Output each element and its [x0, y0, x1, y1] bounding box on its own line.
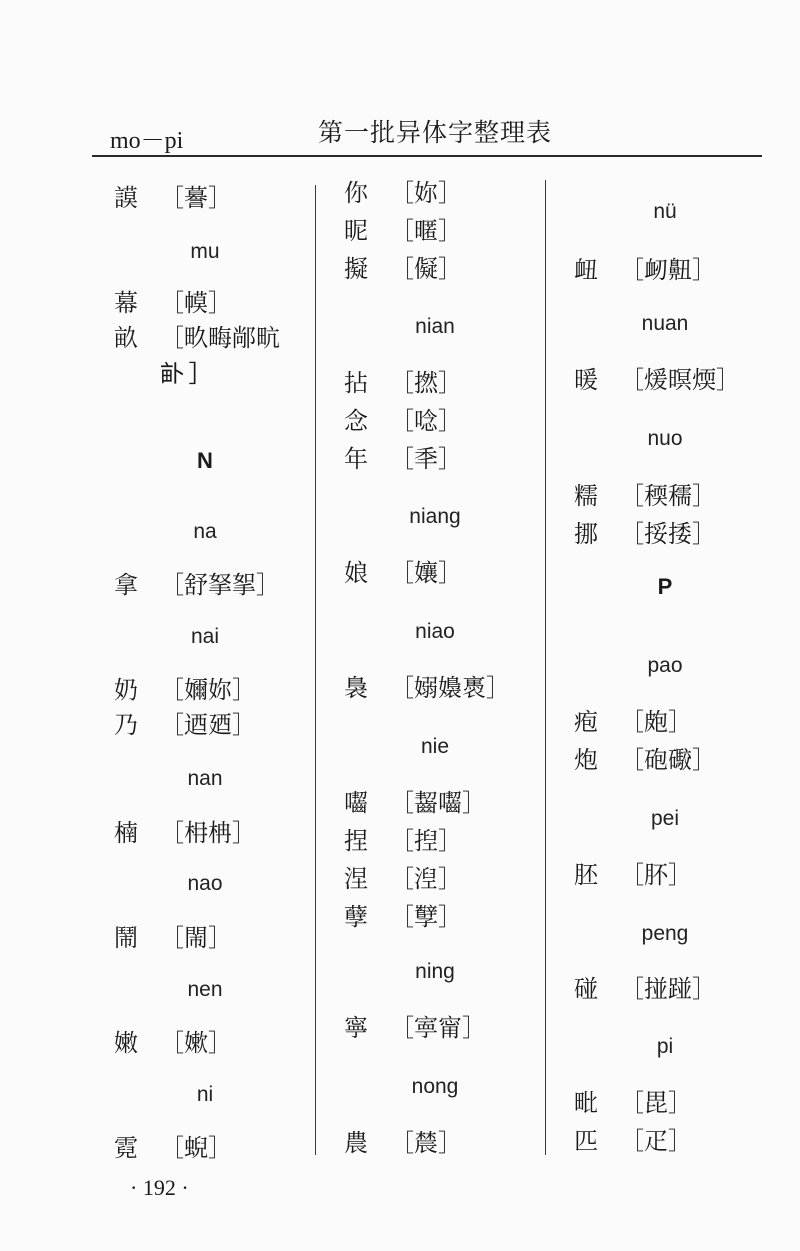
variant-characters: ［幙］	[160, 289, 232, 317]
character-entry	[330, 251, 540, 287]
pinyin-heading: pei	[650, 807, 680, 830]
variant-characters: ［寕甯］	[390, 1014, 486, 1042]
pinyin-heading: niao	[415, 620, 455, 643]
pinyin-heading: niang	[409, 505, 461, 528]
character-entry	[330, 403, 540, 439]
standard-character: 寧	[344, 1014, 368, 1042]
pinyin-heading: pao	[647, 654, 683, 677]
variant-characters: ［舒拏挐］	[160, 571, 280, 599]
variant-characters: ［秊］	[390, 445, 462, 473]
pinyin-heading: peng	[641, 922, 689, 945]
variant-characters: ［孼］	[390, 903, 462, 931]
character-entry	[560, 704, 770, 740]
character-entry	[330, 441, 540, 477]
character-entry	[330, 785, 540, 821]
variant-characters: ［疋］	[620, 1127, 692, 1155]
character-entry	[560, 252, 770, 288]
character-entry	[100, 815, 310, 851]
standard-character: 疱	[574, 708, 598, 736]
standard-character: 年	[344, 445, 368, 473]
character-entry	[560, 971, 770, 1007]
pinyin-heading: nian	[415, 315, 455, 338]
character-entry	[560, 742, 770, 778]
standard-character: 奶	[114, 676, 138, 704]
standard-character: 昵	[344, 217, 368, 245]
variant-characters: ［揑］	[390, 827, 462, 855]
section-letter: N	[197, 448, 213, 473]
variant-characters: ［唸］	[390, 407, 462, 435]
standard-character: 農	[344, 1129, 368, 1157]
character-entry	[330, 213, 540, 249]
variant-characters: ［嫰］	[160, 1029, 232, 1057]
standard-character: 擬	[344, 255, 368, 283]
variant-characters: ［皰］	[620, 708, 692, 736]
standard-character: 糯	[574, 482, 598, 510]
standard-character: 霓	[114, 1134, 138, 1162]
variant-characters: ［肧］	[620, 861, 692, 889]
standard-character: 幕	[114, 289, 138, 317]
pinyin-heading: nao	[187, 872, 223, 895]
column-divider-1	[315, 185, 316, 1155]
character-entry	[560, 478, 770, 514]
variant-characters: ［衂䶊］	[620, 256, 716, 284]
variant-characters: ［齧囓］	[390, 789, 486, 817]
character-entry	[560, 1123, 770, 1159]
character-entry	[100, 567, 310, 603]
page-number: · 192 ·	[130, 1175, 189, 1200]
variant-characters: ［湼］	[390, 865, 462, 893]
standard-character: 暖	[574, 366, 598, 394]
standard-character: 囓	[344, 789, 368, 817]
character-entry	[330, 555, 540, 591]
header-rule	[92, 155, 762, 157]
standard-character: 楠	[114, 819, 138, 847]
variant-characters: ［迺廼］	[160, 711, 256, 739]
pinyin-heading: ni	[196, 1083, 214, 1106]
character-entry	[100, 707, 310, 743]
pinyin-heading: na	[193, 520, 217, 543]
variant-characters: ［煖暝煗］	[620, 366, 740, 394]
character-entry	[100, 920, 310, 956]
variant-characters: ［挼捼］	[620, 520, 716, 548]
character-entry	[100, 1130, 310, 1166]
standard-character: 碰	[574, 975, 598, 1003]
variant-characters: ［嬭妳］	[160, 676, 256, 704]
standard-character: 涅	[344, 865, 368, 893]
character-entry	[330, 365, 540, 401]
variant-characters: ［嫋嬝褭］	[390, 674, 510, 702]
variant-characters: ［砲礮］	[620, 746, 716, 774]
character-entry	[100, 320, 310, 392]
pinyin-heading: pi	[656, 1035, 674, 1058]
character-entry	[330, 1010, 540, 1046]
variant-characters: ［謩］	[160, 184, 232, 212]
standard-character: 拿	[114, 571, 138, 599]
pinyin-heading: nen	[187, 978, 223, 1001]
character-entry	[330, 1125, 540, 1161]
standard-character: 胚	[574, 861, 598, 889]
variant-characters: ［畂畮䣊㽘 𤱈］	[160, 324, 280, 388]
standard-character: 孽	[344, 903, 368, 931]
standard-character: 乃	[114, 711, 138, 739]
variant-characters: ［蜺］	[160, 1134, 232, 1162]
character-entry	[330, 823, 540, 859]
standard-character: 拈	[344, 369, 368, 397]
standard-character: 毗	[574, 1089, 598, 1117]
character-entry	[100, 672, 310, 708]
variant-characters: ［毘］	[620, 1089, 692, 1117]
standard-character: 捏	[344, 827, 368, 855]
header-title: 第一批异体字整理表	[318, 118, 553, 147]
character-entry	[330, 670, 540, 706]
character-entry	[330, 175, 540, 211]
variant-characters: ［孃］	[390, 559, 462, 587]
standard-character: 畝	[114, 324, 138, 352]
character-entry	[560, 857, 770, 893]
character-entry	[100, 1025, 310, 1061]
character-entry	[560, 516, 770, 552]
pinyin-heading: nuo	[647, 427, 683, 450]
standard-character: 念	[344, 407, 368, 435]
pinyin-heading: mu	[190, 240, 220, 263]
pinyin-heading: nü	[653, 200, 677, 223]
variant-characters: ［儗］	[390, 255, 462, 283]
standard-character: 鬧	[114, 924, 138, 952]
standard-character: 嫩	[114, 1029, 138, 1057]
character-entry	[330, 861, 540, 897]
variant-characters: ［稬穤］	[620, 482, 716, 510]
variant-characters: ［枏柟］	[160, 819, 256, 847]
standard-character: 你	[344, 179, 368, 207]
variant-characters: ［辳］	[390, 1129, 462, 1157]
standard-character: 裊	[344, 674, 368, 702]
header-pinyin-range: mo－pi	[110, 128, 184, 154]
pinyin-heading: nong	[411, 1075, 459, 1098]
variant-characters: ［妳］	[390, 179, 462, 207]
pinyin-heading: nie	[420, 735, 450, 758]
character-entry	[330, 899, 540, 935]
section-letter: P	[657, 574, 673, 599]
character-entry	[100, 285, 310, 321]
standard-character: 匹	[574, 1127, 598, 1155]
standard-character: 謨	[114, 184, 138, 212]
variant-characters: ［閙］	[160, 924, 232, 952]
character-entry	[100, 180, 310, 216]
variant-characters: ［撚］	[390, 369, 462, 397]
variant-characters: ［掽踫］	[620, 975, 716, 1003]
standard-character: 娘	[344, 559, 368, 587]
pinyin-heading: nan	[187, 767, 223, 790]
pinyin-heading: ning	[415, 960, 455, 983]
character-entry	[560, 362, 770, 398]
column-divider-2	[545, 180, 546, 1155]
pinyin-heading: nuan	[641, 312, 689, 335]
variant-characters: ［暱］	[390, 217, 462, 245]
character-entry	[560, 1085, 770, 1121]
standard-character: 炮	[574, 746, 598, 774]
standard-character: 衄	[574, 256, 598, 284]
pinyin-heading: nai	[190, 625, 220, 648]
standard-character: 挪	[574, 520, 598, 548]
